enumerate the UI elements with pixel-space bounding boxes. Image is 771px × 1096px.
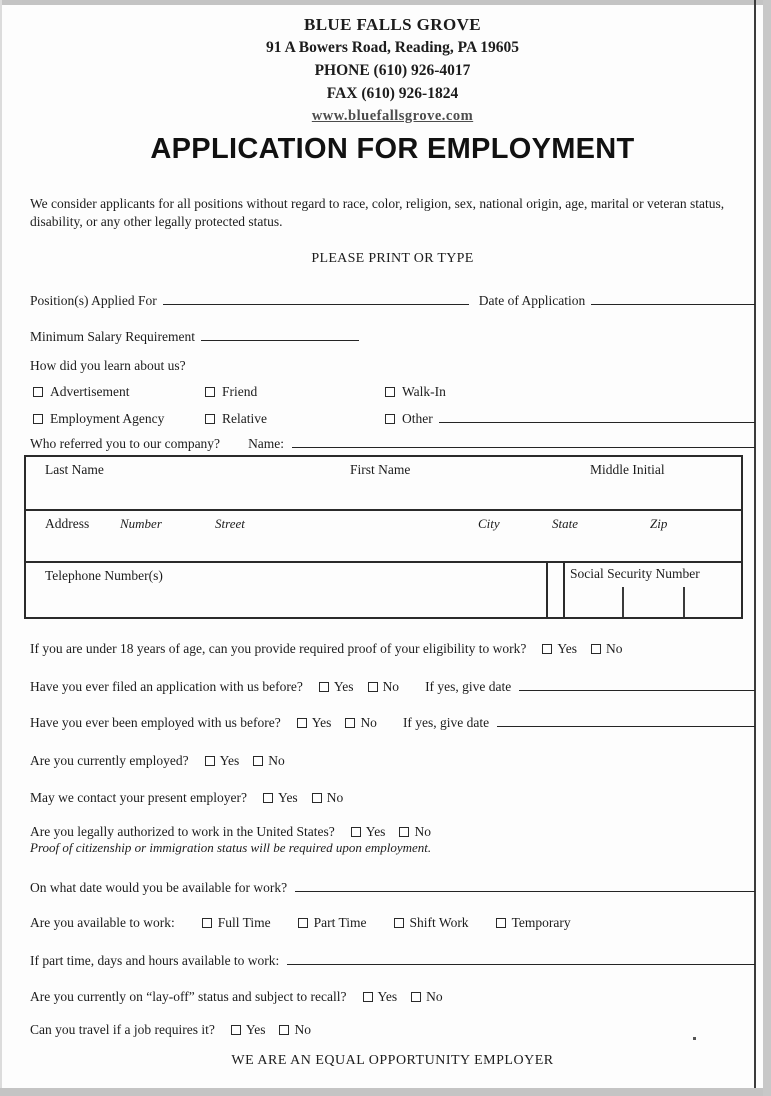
current-no-checkbox[interactable] <box>253 756 263 766</box>
part-time-checkbox[interactable] <box>298 918 308 928</box>
question-available-date <box>30 880 755 896</box>
travel-text: Can you travel if a job requires it? <box>30 1022 215 1037</box>
last-name-label: Last Name <box>45 462 104 477</box>
part-time-hours-text: If part time, days and hours available to work: <box>30 953 280 968</box>
under-18-text: If you are under 18 years of age, can you provide required proof of your eligibility to work? <box>30 641 527 656</box>
under18-yes-checkbox[interactable] <box>542 644 552 654</box>
no-label: No <box>294 1022 311 1037</box>
scan-edge-right <box>763 0 771 1096</box>
ssn-divider-2 <box>683 587 685 617</box>
full-time-checkbox[interactable] <box>202 918 212 928</box>
name-row[interactable] <box>26 457 741 511</box>
filed-before-text: Have you ever filed an application with us before? <box>30 679 303 694</box>
ssn-divider-1 <box>622 587 624 617</box>
position-date-row <box>30 293 755 309</box>
employment-agency-checkbox[interactable] <box>33 414 43 424</box>
other-input[interactable] <box>439 420 755 423</box>
referred-name-label: Name: <box>248 436 285 451</box>
company-phone: PHONE (610) 926-4017 <box>314 62 471 79</box>
phone-ssn-divider <box>546 563 548 617</box>
travel-no-checkbox[interactable] <box>279 1025 289 1035</box>
filed-if-yes-date-label: If yes, give date <box>425 679 512 694</box>
yes-label: Yes <box>245 1022 266 1037</box>
print-or-type-heading: PLEASE PRINT OR TYPE <box>311 251 474 266</box>
other-checkbox[interactable] <box>385 414 395 424</box>
question-contact-employer <box>30 790 755 806</box>
yes-label: Yes <box>219 753 240 768</box>
learn-about-us-label: How did you learn about us? <box>30 358 186 373</box>
yes-label: Yes <box>311 715 332 730</box>
advertisement-label: Advertisement <box>50 384 130 399</box>
question-currently-employed <box>30 753 755 769</box>
relative-label: Relative <box>222 411 267 426</box>
source-employment-agency <box>33 411 205 427</box>
position-applied-input[interactable] <box>163 302 469 305</box>
ssn-label: Social Security Number <box>570 566 700 581</box>
yes-label: Yes <box>365 824 386 839</box>
employment-agency-label: Employment Agency <box>50 411 165 426</box>
filed-yes-checkbox[interactable] <box>319 682 329 692</box>
available-to-work-text: Are you available to work: <box>30 915 175 930</box>
yes-label: Yes <box>557 641 577 656</box>
date-of-application-input[interactable] <box>591 302 755 305</box>
friend-label: Friend <box>222 384 258 399</box>
first-name-label: First Name <box>350 462 411 477</box>
walk-in-checkbox[interactable] <box>385 387 395 397</box>
relative-checkbox[interactable] <box>205 414 215 424</box>
referred-row <box>30 436 755 452</box>
no-label: No <box>426 989 443 1004</box>
form-content <box>30 14 755 1069</box>
no-label: No <box>414 824 431 839</box>
scan-edge-top <box>0 0 771 5</box>
address-label: Address <box>45 516 90 531</box>
personal-info-table <box>24 455 743 619</box>
currently-employed-text: Are you currently employed? <box>30 753 189 768</box>
referred-label: Who referred you to our company? <box>30 436 221 451</box>
layoff-text: Are you currently on “lay-off” status and subject to recall? <box>30 989 347 1004</box>
employed-date-input[interactable] <box>497 724 755 727</box>
question-layoff <box>30 989 755 1005</box>
full-time-label: Full Time <box>217 915 271 930</box>
available-date-text: On what date would you be available for work? <box>30 880 288 895</box>
source-walk-in <box>385 384 755 400</box>
travel-yes-checkbox[interactable] <box>231 1025 241 1035</box>
no-label: No <box>268 753 285 768</box>
question-authorized <box>30 824 755 840</box>
available-date-input[interactable] <box>295 889 755 892</box>
authorized-note: Proof of citizenship or immigration status will be required upon employment. <box>30 840 432 855</box>
shift-work-checkbox[interactable] <box>394 918 404 928</box>
no-label: No <box>606 641 623 656</box>
referred-name-input[interactable] <box>292 445 755 448</box>
ssn-box-left-border <box>563 563 565 617</box>
temporary-checkbox[interactable] <box>496 918 506 928</box>
question-part-time-hours <box>30 953 755 969</box>
contact-no-checkbox[interactable] <box>312 793 322 803</box>
address-state-label: State <box>552 516 578 531</box>
company-header <box>30 14 755 127</box>
middle-initial-label: Middle Initial <box>590 462 665 477</box>
learn-about-us-heading <box>30 358 755 374</box>
friend-checkbox[interactable] <box>205 387 215 397</box>
current-yes-checkbox[interactable] <box>205 756 215 766</box>
address-street-label: Street <box>215 516 245 531</box>
walk-in-label: Walk-In <box>402 384 446 399</box>
other-label: Other <box>402 411 433 426</box>
position-applied-label: Position(s) Applied For <box>30 293 157 308</box>
source-friend <box>205 384 385 400</box>
date-of-application-label: Date of Application <box>478 293 586 308</box>
page-title: APPLICATION FOR EMPLOYMENT <box>150 133 635 165</box>
company-address: 91 A Bowers Road, Reading, PA 19605 <box>266 39 519 56</box>
question-filed-before <box>30 679 755 695</box>
advertisement-checkbox[interactable] <box>33 387 43 397</box>
question-travel <box>30 1022 755 1038</box>
no-label: No <box>382 679 400 694</box>
address-number-label: Number <box>120 516 162 531</box>
part-time-label: Part Time <box>313 915 367 930</box>
filed-no-checkbox[interactable] <box>368 682 378 692</box>
scan-edge-left <box>0 0 2 1096</box>
employed-yes-checkbox[interactable] <box>297 718 307 728</box>
authorized-no-checkbox[interactable] <box>399 827 409 837</box>
authorized-text: Are you legally authorized to work in the United States? <box>30 824 335 839</box>
yes-label: Yes <box>377 989 398 1004</box>
scan-edge-bottom <box>0 1088 771 1096</box>
company-name: BLUE FALLS GROVE <box>303 15 482 34</box>
part-time-hours-input[interactable] <box>287 962 755 965</box>
yes-label: Yes <box>278 790 298 805</box>
employed-if-yes-date-label: If yes, give date <box>402 715 490 730</box>
phone-ssn-row[interactable] <box>26 563 741 617</box>
salary-row <box>30 329 755 345</box>
address-row[interactable] <box>26 511 741 563</box>
telephone-label: Telephone Number(s) <box>45 568 163 583</box>
question-employed-before <box>30 715 755 731</box>
filed-date-input[interactable] <box>519 688 755 691</box>
under18-no-checkbox[interactable] <box>591 644 601 654</box>
shift-work-label: Shift Work <box>409 915 469 930</box>
contact-employer-text: May we contact your present employer? <box>30 790 248 805</box>
authorized-yes-checkbox[interactable] <box>351 827 361 837</box>
company-fax: FAX (610) 926-1824 <box>326 85 459 102</box>
layoff-no-checkbox[interactable] <box>411 992 421 1002</box>
temporary-label: Temporary <box>511 915 571 930</box>
contact-yes-checkbox[interactable] <box>263 793 273 803</box>
employed-no-checkbox[interactable] <box>345 718 355 728</box>
source-relative <box>205 411 385 427</box>
question-under-18 <box>30 641 755 657</box>
no-label: No <box>360 715 377 730</box>
question-available-to-work <box>30 915 755 931</box>
layoff-yes-checkbox[interactable] <box>363 992 373 1002</box>
address-zip-label: Zip <box>650 516 668 531</box>
equal-opportunity-footer: WE ARE AN EQUAL OPPORTUNITY EMPLOYER <box>231 1053 554 1068</box>
address-city-label: City <box>478 516 500 531</box>
eeo-statement: We consider applicants for all positions without regard to race, color, religion, sex, national origin, age, marital or veteran status, disability, or any other legally protected status. <box>30 196 725 229</box>
source-other <box>385 411 755 427</box>
minimum-salary-label: Minimum Salary Requirement <box>30 329 195 344</box>
yes-label: Yes <box>333 679 354 694</box>
source-options-row-2 <box>30 411 755 427</box>
minimum-salary-input[interactable] <box>201 338 359 341</box>
source-advertisement <box>33 384 205 400</box>
employed-before-text: Have you ever been employed with us before? <box>30 715 281 730</box>
source-options-row-1 <box>30 384 755 400</box>
company-website-link[interactable]: www.bluefallsgrove.com <box>311 108 474 124</box>
no-label: No <box>326 790 344 805</box>
